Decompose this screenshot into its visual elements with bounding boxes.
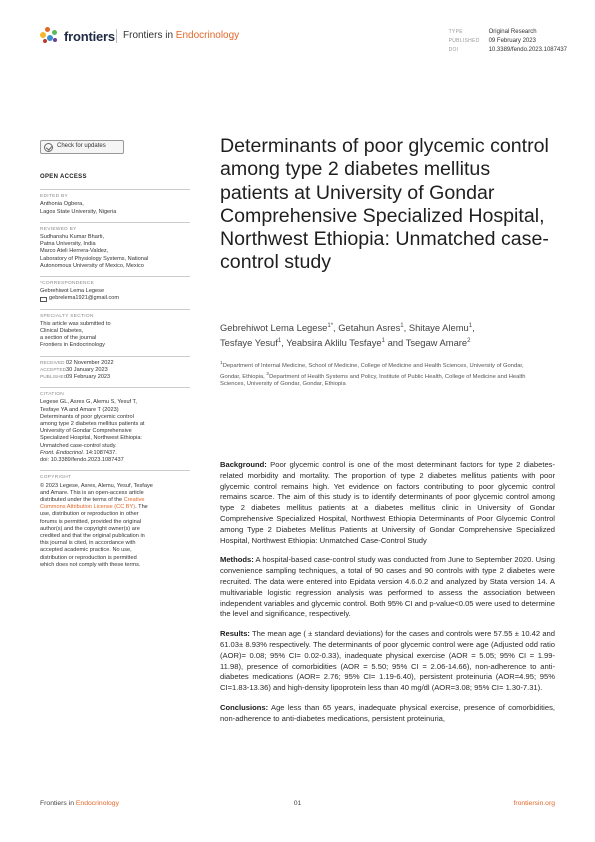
reviewed-by-section [40,222,190,270]
page-header [40,26,567,53]
reviewer-name: Sudhanshu Kumar Bharti, [40,234,105,241]
affiliations [220,360,542,389]
copyright-line: accepted academic practice. No use, [40,547,132,554]
abstract-text: Poor glycemic control is one of the most determinant factors for type 2 diabetes-related morbidity and mortality. The proportion of type 2 diabetes mellitus patients with poor glycemic control remains high. Yet evidence on factors contributing to poor glycemic control remains scarce. The aim of this study is to identify determinants of poor glycemic control among type 2 diabetes mellitus patients at a diabetes mellitus clinic in University of Gondar Comprehensive Specialized Hospital, Northwest Ethiopia Determinants of Poor Glycemic Control among Type 2 Diabetes Mellitus Patients at University of Gondar Comprehensive Specialized Hospital, Northwest Ethiopia: Unmatched Case-Control Study [220,460,555,545]
mail-icon [40,297,47,302]
footer-journal-name: Endocrinology [75,800,119,807]
citation-line: among type 2 diabetes mellitus patients at [40,421,145,428]
author-affiliation-mark: 2 [467,337,471,344]
article-title: Determinants of poor glycemic control among type 2 diabetes mellitus patients at University of Gondar Comprehensive Specialized Hospital, Northwest Ethiopia: Unmatched case-control study [220,135,549,274]
date-key: PUBLISHED [40,375,68,381]
specialty-line: Clinical Diabetes, [40,328,84,335]
copyright-text: distributed under the terms of the [40,496,124,503]
author-name[interactable]: and Tsegaw Amare [384,336,468,348]
citation-line: Unmatched case-control study. [40,442,117,449]
copyright-line [40,497,190,504]
email-row [40,295,190,302]
abstract-label: Results: [220,629,250,639]
journal-prefix: Frontiers in [123,30,176,41]
footer-site-link[interactable]: frontiersin.org [513,800,555,807]
journal-wordmark[interactable] [116,29,239,43]
copyright-line: distribution or reproduction is permitted [40,554,137,561]
copyright-section [40,470,190,569]
copyright-line: © 2023 Legese, Asres, Alemu, Yesuf, Tesfaye [40,482,153,489]
copyright-text: . The [135,504,148,511]
abstract-label: Methods: [220,555,254,565]
reviewer-name: Marco Ateli Herrera-Valdez, [40,248,109,255]
citation-line: Legese GL, Asres G, Alemu S, Yesuf T, [40,399,137,406]
date-key: RECEIVED [40,360,65,366]
abstract-results [220,629,555,694]
license-link[interactable]: Creative [123,496,145,503]
open-access-label: OPEN ACCESS [40,174,87,180]
date-received [40,360,190,367]
citation-line: Determinants of poor glycemic control [40,413,134,420]
copyright-line: credited and that the original publication in [40,532,145,539]
meta-key: DOI [448,47,459,53]
abstract-conclusions [220,703,555,725]
abstract [220,460,555,734]
date-value: 30 January 2023 [66,366,108,373]
copyright-line: this journal is cited, in accordance with [40,540,136,547]
page-number: 01 [293,800,302,807]
section-title: CITATION [40,392,65,398]
author-name[interactable]: Gebrehiwot Lema Legese [220,322,328,334]
date-accepted [40,367,190,374]
correspondent-name: Gebrehiwot Lema Legese [40,288,105,295]
meta-key: TYPE [448,29,463,35]
author-affiliation-mark: 1 [468,323,473,329]
footer-journal-prefix: Frontiers in [40,800,76,807]
editor-affiliation: Lagos State University, Nigeria [40,208,117,215]
author-name[interactable]: Tesfaye Yesuf [220,336,278,348]
page-footer [40,800,555,810]
copyright-line [40,504,190,511]
specialty-line: a section of the journal [40,335,97,342]
author-affiliation-mark: 1 [381,337,385,344]
meta-published-row [449,37,567,46]
journal-name: Endocrinology [175,30,240,41]
date-value: 09 February 2023 [66,374,111,381]
affiliation-mark: 1 [220,361,223,366]
abstract-label: Background: [220,460,267,469]
copyright-line: author(s) and the copyright owner(s) are [40,525,140,532]
abstract-text: The mean age ( ± standard deviations) for the cases and controls were 57.55 ± 10.42 and 61.03± 8.93% respectively. The determinants of poor glycemic control were age (Adjusted odd ratio (AOR)= 0.08; 95% CI= 0.02-0.33), inadequate physical exercise (AOR = 5.05; 95% CI = 1.99-11.98), presence of comorbidities (AOR = 5.50; 95% CI = 2.06-14.66), non-adherence to anti-diabetes medications (AOR= 2.76; 95% CI= 1.19-6.40), persistent proteinuria (AOR=4.95; 95% CI=1.83-13.36) and high-density lipoprotein less than 40 mg/dl (AOR=3.08; 95% CI= 1.30-7.31). [220,629,555,693]
copyright-line: forums is permitted, provided the original [40,518,142,525]
section-title: REVIEWED BY [40,226,77,232]
citation-line: University of Gondar Comprehensive [40,428,132,435]
brand-name: frontiers [64,28,115,44]
specialty-line: Frontiers in Endocrinology [40,342,105,349]
editor-name: Anthonia Ogbera, [40,201,84,208]
date-published [40,374,190,381]
author-affiliation-mark: 1 [277,337,282,344]
meta-doi-row [449,46,567,55]
section-title: *CORRESPONDENCE [40,281,95,287]
meta-type-row [449,28,567,37]
check-for-updates-button[interactable] [40,140,124,154]
copyright-line: which does not comply with these terms. [40,561,141,568]
abstract-text: Age less than 65 years, inadequate physical exercise, presence of comorbidities, non-adherence to anti-diabetes medications, persistent proteinuria, [220,702,555,723]
abstract-background [220,460,555,546]
citation-journal: Front. Endocrinol. [40,449,85,456]
edited-by-section [40,189,190,216]
citation-volume: 14:1087437. [84,449,117,456]
affiliation-text: Department of Internal Medicine, School of Medicine, College of Medicine and Health Sciences, University of Gondar, Gondar, Ethiopia, [220,362,524,380]
section-title: SPECIALTY SECTION [40,313,94,319]
specialty-line: This article was submitted to [40,320,111,327]
meta-value: 09 February 2023 [488,38,536,44]
author-list: Gebrehiwot Lema Legese$^{1*}$, Getahun Asres$^1$, Shitaye Alemu$^1$, Tesfaye Yesuf$^1$, Yeabsira Aklilu Tesfaye$^1$ and Tsegaw Amare$^2$ [220,322,475,348]
citation-line: Tesfaye YA and Amare T (2023) [40,406,119,413]
meta-value: Original Research [488,29,537,35]
specialty-section [40,309,190,350]
author-name[interactable]: , Shitaye Alemu [403,322,469,334]
author-name[interactable]: , Yeabsira Aklilu Tesfaye [281,336,382,348]
article-sidebar [40,140,190,575]
license-link[interactable]: Commons Attribution License (CC BY) [40,504,136,511]
check-updates-label: Check for updates [57,143,106,150]
dates-section [40,356,190,382]
abstract-label: Conclusions: [220,702,269,712]
frontiers-dots-icon [40,26,60,46]
affiliation-mark: 2 [266,371,270,377]
affiliation-text: Department of Health Systems and Policy, Institute of Public Health, College of Medicine and Health Sciences, University of Gondar, Gondar, Ethiopia [220,373,526,388]
section-title: EDITED BY [40,194,69,200]
citation-line: Specialized Hospital, Northwest Ethiopia: [40,435,142,442]
author-affiliation-mark: 1* [327,323,334,329]
section-title: COPYRIGHT [40,475,72,481]
reviewer-affiliation: Autonomous University of Mexico, Mexico [40,262,144,269]
correspondence-section [40,276,190,303]
citation-section [40,387,190,464]
copyright-line: and Amare. This is an open-access article [40,489,144,496]
author-name[interactable]: , Getahun Asres [333,322,401,334]
reviewer-affiliation: Patna University, India [40,241,96,248]
check-updates-icon [44,143,53,152]
citation-journal-line [40,450,190,457]
correspondent-email[interactable]: gebrelema1921@gmail.com [49,295,120,302]
abstract-methods [220,555,555,620]
copyright-line: use, distribution or reproduction in other [40,511,139,518]
abstract-text: A hospital-based case-control study was conducted from June to September 2020. Using convenience sampling techniques, a total of 90 cases and 90 controls with type 2 diabetes were recruited. The data were entered into Epidata version 4.6.0.2 and analyzed by Stata version 14. A multivariable logistic regression analysis was performed to assess the association between independent variables and glycemic control. Both 95% CI and p-value<0.05 were used to determine the level and significance, respectively. [220,555,555,619]
frontiers-logo[interactable] [40,26,115,46]
citation-doi[interactable]: doi: 10.3389/fendo.2023.1087437 [40,457,124,464]
reviewer-affiliation: Laboratory of Physiology Systems, National [40,255,149,262]
author-affiliation-mark: 1 [400,323,404,329]
date-key: ACCEPTED [40,367,67,373]
meta-value[interactable]: 10.3389/fendo.2023.1087437 [488,47,567,53]
article-meta [449,28,567,55]
date-value: 02 November 2022 [66,359,114,366]
meta-key: PUBLISHED [448,38,480,44]
